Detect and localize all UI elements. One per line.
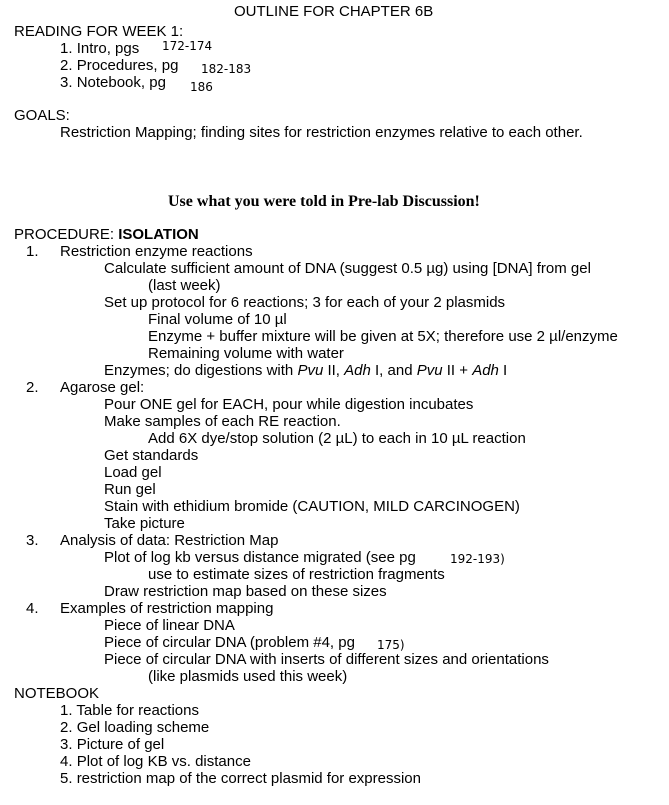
step1-line-b1: Final volume of 10 µl [148, 311, 287, 328]
goals-heading: GOALS: [14, 107, 70, 124]
item-text: Plot of log KB vs. distance [76, 753, 251, 770]
reading-heading: READING FOR WEEK 1: [14, 23, 184, 40]
item-number: 3. [60, 736, 73, 753]
step-number-1: 1. [26, 243, 39, 260]
step1-line-b2: Enzyme + buffer mixture will be given at 5X; therefore use 2 µl/enzyme [148, 328, 618, 345]
step4-pages: 175) [377, 638, 405, 652]
step3-line-a2: use to estimate sizes of restriction fragments [148, 566, 445, 583]
step1-line-enzymes [104, 362, 507, 379]
step-title-2: Agarose gel: [60, 379, 145, 396]
item-text: restriction map of the correct plasmid for expression [76, 770, 421, 787]
enzyme-pvu: Pvu [297, 362, 324, 379]
reading-item-1 [60, 40, 139, 57]
page-title: OUTLINE FOR CHAPTER 6B [234, 3, 434, 20]
step-title-4: Examples of restriction mapping [60, 600, 274, 617]
prelab-notice: Use what you were told in Pre-lab Discussion! [168, 193, 480, 210]
step1-line-b: Set up protocol for 6 reactions; 3 for each of your 2 plasmids [104, 294, 506, 311]
step4-line-a: Piece of linear DNA [104, 617, 235, 634]
reading-item-2 [60, 57, 178, 74]
item-text: Notebook, pg [76, 74, 166, 91]
notebook-item [60, 770, 421, 787]
item-number: 2. [60, 57, 73, 74]
item-number: 4. [60, 753, 73, 770]
step-number-3: 3. [26, 532, 39, 549]
step2-line: Pour ONE gel for EACH, pour while digestion incubates [104, 396, 474, 413]
step2-line: Stain with ethidium bromide (CAUTION, MILD CARCINOGEN) [104, 498, 520, 515]
step2-line: Run gel [104, 481, 156, 498]
step2-line: Get standards [104, 447, 199, 464]
goals-text: Restriction Mapping; finding sites for restriction enzymes relative to each other. [60, 124, 583, 141]
item-text: Intro, pgs [76, 40, 140, 57]
step4-line-b: Piece of circular DNA (problem #4, pg [104, 634, 355, 651]
enzyme-suffix: II + [442, 362, 473, 379]
notebook-item [60, 753, 251, 770]
item-number: 1. [60, 40, 73, 57]
step2-line: Take picture [104, 515, 185, 532]
item-number: 2. [60, 719, 73, 736]
enzyme-adh: Adh [344, 362, 371, 379]
item-number: 3. [60, 74, 73, 91]
step4-line-c2: (like plasmids used this week) [148, 668, 348, 685]
procedure-heading [14, 226, 199, 243]
item-number: 5. [60, 770, 73, 787]
notebook-heading: NOTEBOOK [14, 685, 100, 702]
step2-line: Make samples of each RE reaction. [104, 413, 341, 430]
enzyme-pvu: Pvu [416, 362, 443, 379]
reading-pages-1: 172-174 [162, 39, 213, 53]
step2-line: Load gel [104, 464, 162, 481]
enzyme-adh: Adh [472, 362, 499, 379]
step1-line-b3: Remaining volume with water [148, 345, 344, 362]
step4-line-c: Piece of circular DNA with inserts of different sizes and orientations [104, 651, 549, 668]
step-title-1: Restriction enzyme reactions [60, 243, 253, 260]
item-text: Gel loading scheme [76, 719, 210, 736]
step1-line-a2: (last week) [148, 277, 221, 294]
step1-line-a: Calculate sufficient amount of DNA (suggest 0.5 µg) using [DNA] from gel [104, 260, 591, 277]
step3-line-a: Plot of log kb versus distance migrated (see pg [104, 549, 416, 566]
procedure-label: PROCEDURE: [14, 226, 115, 243]
item-text: Picture of gel [76, 736, 165, 753]
notebook-item [60, 702, 199, 719]
step-number-2: 2. [26, 379, 39, 396]
enzyme-suffix: II, [323, 362, 345, 379]
item-number: 1. [60, 702, 73, 719]
item-text: Table for reactions [76, 702, 199, 719]
step3-line-b: Draw restriction map based on these sizes [104, 583, 387, 600]
step3-pages: 192-193) [450, 552, 505, 566]
reading-pages-2: 182-183 [201, 62, 252, 76]
enzyme-suffix: I [498, 362, 508, 379]
step-title-3: Analysis of data: Restriction Map [60, 532, 279, 549]
reading-item-3 [60, 74, 166, 91]
enzyme-suffix: I, and [370, 362, 417, 379]
notebook-item [60, 736, 164, 753]
step2-sub: Add 6X dye/stop solution (2 µL) to each in 10 µL reaction [148, 430, 526, 447]
procedure-isolation: ISOLATION [118, 226, 199, 243]
step-number-4: 4. [26, 600, 39, 617]
item-text: Procedures, pg [76, 57, 179, 74]
notebook-item [60, 719, 209, 736]
enzymes-prefix: Enzymes; do digestions with [104, 362, 298, 379]
reading-pages-3: 186 [190, 80, 213, 94]
